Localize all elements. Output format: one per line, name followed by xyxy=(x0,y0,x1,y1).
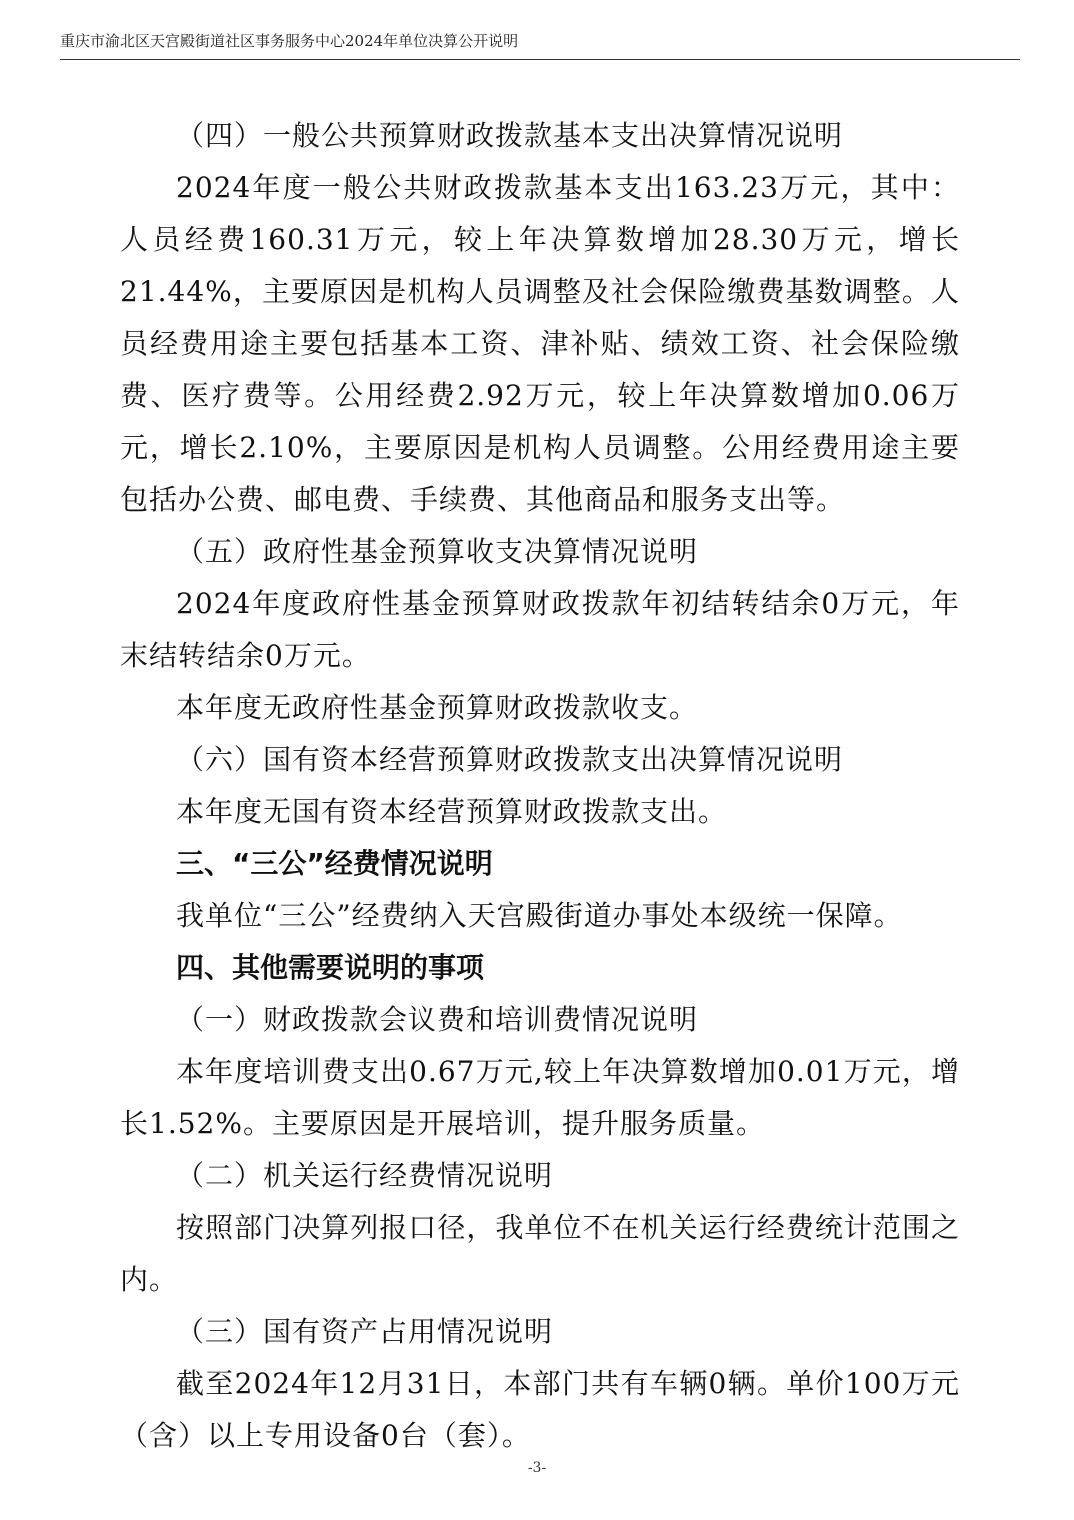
subsection-heading-1: （一）财政拨款会议费和培训费情况说明 xyxy=(176,1003,699,1036)
paragraph-basic-expenditure: 2024年度一般公共财政拨款基本支出163.23万元，其中：人员经费160.31万元，较上年决算数增加28.30万元，增长21.44%，主要原因是机构人员调整及社会保险缴费基数调整。人员经费用途主要包括基本工资、津补贴、绩效工资、社会保险缴费、医疗费等。公用经费2.92万元，较上年决算数增加0.06万元，增长2.10%，主要原因是机构人员调整。公用经费用途主要包括办公费、邮电费、手续费、其他商品和服务支出等。 xyxy=(120,171,960,516)
paragraph-capital-none: 本年度无国有资本经营预算财政拨款支出。 xyxy=(176,795,728,828)
paragraph-fund-none: 本年度无政府性基金预算财政拨款收支。 xyxy=(176,691,699,724)
section-title-4: 四、其他需要说明的事项 xyxy=(176,951,485,984)
document-body xyxy=(120,110,960,1462)
section-heading-4: （四）一般公共预算财政拨款基本支出决算情况说明 xyxy=(176,119,844,152)
paragraph-training: 本年度培训费支出0.67万元,较上年决算数增加0.01万元，增长1.52%。主要原因是开展培训，提升服务质量。 xyxy=(120,1055,960,1140)
paragraph-assets: 截至2024年12月31日，本部门共有车辆0辆。单价100万元（含）以上专用设备0台（套）。 xyxy=(120,1367,960,1452)
subsection-heading-3: （三）国有资产占用情况说明 xyxy=(176,1315,554,1348)
subsection-heading-2: （二）机关运行经费情况说明 xyxy=(176,1159,554,1192)
section-heading-6: （六）国有资本经营预算财政拨款支出决算情况说明 xyxy=(176,743,844,776)
page-number: -3- xyxy=(527,1460,547,1476)
paragraph-operating: 按照部门决算列报口径，我单位不在机关运行经费统计范围之内。 xyxy=(120,1211,960,1296)
paragraph-three-public: 我单位“三公”经费纳入天宫殿街道办事处本级统一保障。 xyxy=(176,899,903,932)
section-title-3: 三、“三公”经费情况说明 xyxy=(176,847,493,880)
document-header: 重庆市渝北区天宫殿街道社区事务服务中心2024年单位决算公开说明 xyxy=(60,30,1020,60)
section-heading-5: （五）政府性基金预算收支决算情况说明 xyxy=(176,535,699,568)
paragraph-fund-balance: 2024年度政府性基金预算财政拨款年初结转结余0万元，年末结转结余0万元。 xyxy=(120,587,960,672)
